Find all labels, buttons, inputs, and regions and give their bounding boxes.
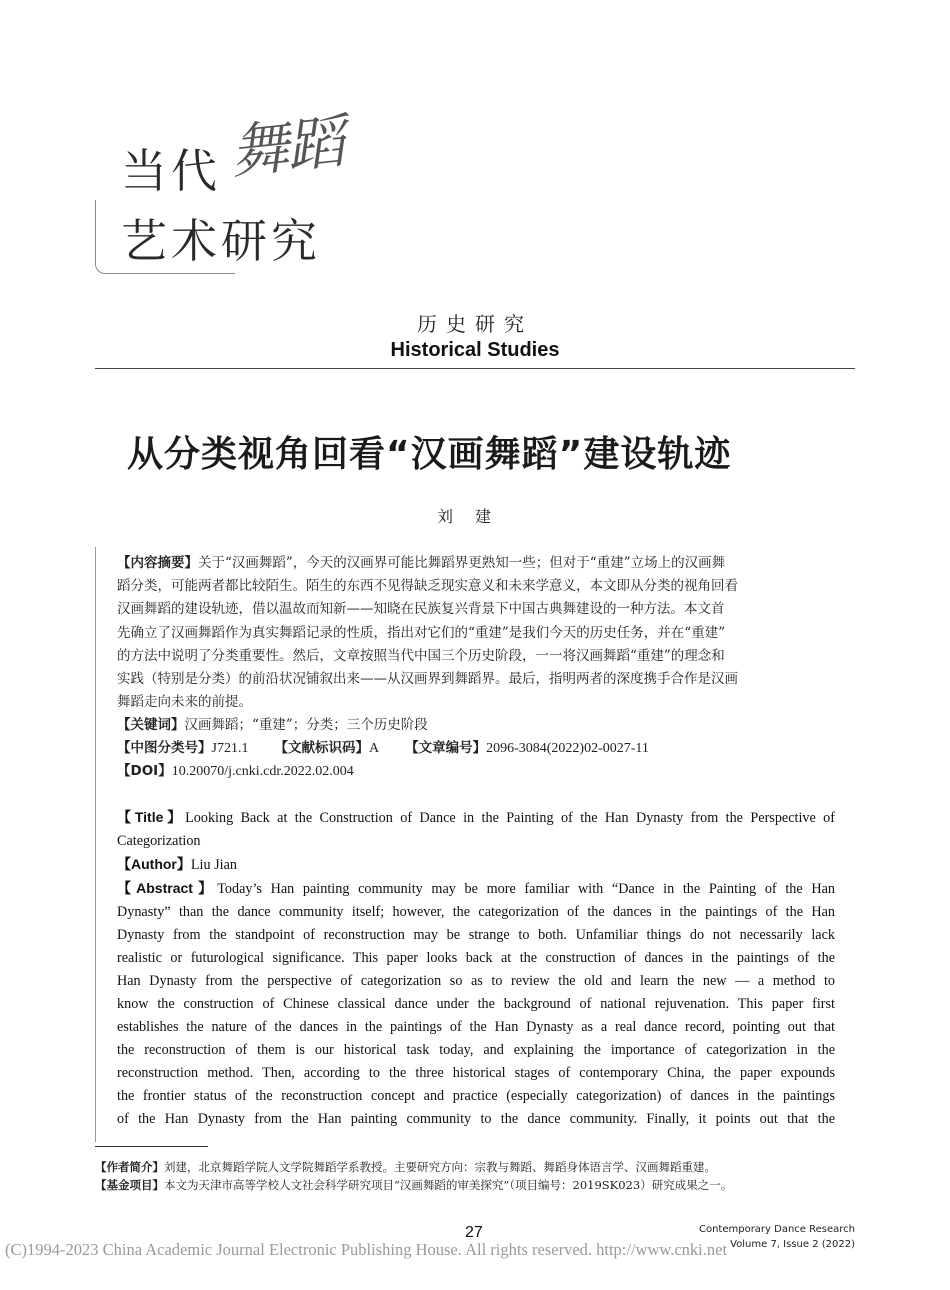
en-abstract-line: the frontier status of the reconstruction concept and practice (especially categorization) of dances in the paintings [117,1088,835,1104]
doi-label: 【DOI】 [117,763,172,779]
header-divider [95,368,855,369]
article-title: 从分类视角回看“汉画舞蹈”建设轨迹 [127,434,732,475]
abstract-cn-line: 的方法中说明了分类重要性。然后，文章按照当代中国三个历史阶段，一一将汉画舞蹈“重建”的理念和 [117,647,725,664]
keywords-label: 【关键词】 [117,717,185,733]
abstract-cn-line [117,552,834,575]
abstract-cn-line: 先确立了汉画舞蹈作为真实舞蹈记录的性质，指出对它们的“重建”是我们今天的历史任务，并在“重建” [117,624,726,641]
section-title-en: Historical Studies [390,339,560,361]
masthead-line2: 艺术研究 [121,214,321,268]
footnote-fund [95,1177,732,1194]
en-abstract-line: of the Han Dynasty from the Han painting community to the dance community. Finally, it points out that the [117,1111,835,1127]
en-title-line: Categorization [117,833,201,849]
footnote-fund-text: 本文为天津市高等学校人文社会科学研究项目“汉画舞蹈的审美探究”（项目编号：2019SK023）研究成果之一。 [164,1178,733,1192]
masthead-line1: 当代 [121,144,221,198]
en-abstract-line: reconstruction method. Then, according to the three historical stages of contemporary China, the paper expounds [117,1065,835,1081]
footnote-author-text: 刘建，北京舞蹈学院人文学院舞蹈学系教授。主要研究方向：宗教与舞蹈、舞蹈身体语言学、汉画舞蹈重建。 [164,1160,716,1174]
en-abstract-line: the reconstruction of them is our historical task today, and explaining the importance of categorization in the [117,1042,835,1058]
en-abstract-line: Dynasty from the standpoint of reconstruction may be strange to both. Unfamiliar things do not necessarily lack [117,927,835,943]
abstract-cn-line: 实践（特别是分类）的前沿状况铺叙出来——从汉画界到舞蹈界。最后，指明两者的深度携手合作是汉画 [117,671,738,688]
abstract-cn-line: 蹈分类，可能两者都比较陌生。陌生的东西不见得缺乏现实意义和未来学意义，本文即从分类的视角回看 [117,578,738,595]
journal-masthead [95,100,395,280]
en-title-line [117,806,835,830]
clc-label: 【中图分类号】 [117,740,212,756]
article-author: 刘建 [436,507,513,526]
article-no-value: 2096-3084(2022)02-0027-11 [486,741,649,756]
footnote-author-label: 【作者简介】 [95,1160,164,1174]
abstract-cn-text: 关于“汉画舞蹈”，今天的汉画界可能比舞蹈界更熟知一些；但对于“重建”立场上的汉画舞 [198,555,726,571]
keywords-row [117,714,428,736]
abstract-cn [117,552,834,714]
en-abstract-line: realistic or futurological significance. This paper looks back at the construction of dances in the paintings of the [117,950,835,966]
clc-value: J721.1 [211,741,249,756]
abstract-cn-label: 【内容摘要】 [117,555,198,571]
en-abstract-line: know the construction of Chinese classical dance under the background of national rejuvenation. This paper first [117,996,835,1012]
en-abstract-label: 【Abstract】 [117,880,218,896]
abstract-en [117,806,835,1131]
footnote-author [95,1159,716,1176]
en-abstract-line: Han Dynasty from the perspective of categorization so as to review the old and learn the new — a method to [117,973,835,989]
en-abstract-line: Dynasty” than the dance community itself; however, the categorization of the dances in the paintings of the Han [117,904,835,920]
section-title-cn: 历史研究 [417,312,533,336]
doi-row [117,760,354,783]
keywords-value: 汉画舞蹈；“重建”；分类；三个历史阶段 [184,717,428,733]
doi-value: 10.20070/j.cnki.cdr.2022.02.004 [171,764,354,779]
en-author-value: Liu Jian [190,857,237,873]
en-author-label: 【Author】 [117,856,191,872]
cnki-watermark: (C)1994-2023 China Academic Journal Electronic Publishing House. All rights reserved. http://www.cnki.net [5,1240,728,1259]
doc-code-value: A [368,741,380,756]
journal-issue: Volume 7, Issue 2 (2022) [730,1239,855,1250]
en-title-text: Looking Back at the Construction of Dance in the Painting of the Han Dynasty from the Perspective of [185,810,835,826]
en-author-line [117,853,835,877]
en-title-label: 【Title】 [117,809,186,825]
journal-name-en: Contemporary Dance Research [698,1224,855,1235]
abstract-cn-line: 舞蹈走向未来的前提。 [117,694,252,711]
abstract-cn-line: 汉画舞蹈的建设轨迹，借以温故而知新——知晓在民族复兴背景下中国古典舞建设的一种方法。本文首 [117,601,725,618]
footnote-fund-label: 【基金项目】 [95,1178,164,1192]
en-abstract-line: establishes the nature of the dances in the paintings of the Han Dynasty as a real dance record, pointing out that [117,1019,835,1035]
en-abstract-text: Today’s Han painting community may be more familiar with “Dance in the Painting of the Han [217,881,835,897]
abstract-left-bar [95,547,96,1142]
en-abstract-line [117,877,835,901]
classification-row [117,737,649,760]
article-no-label: 【文章编号】 [405,740,487,756]
masthead-script-dance: 舞蹈 [227,107,346,187]
page-number: 27 [465,1224,483,1241]
footnote-divider [95,1146,208,1147]
doc-code-label: 【文献标识码】 [274,740,369,756]
